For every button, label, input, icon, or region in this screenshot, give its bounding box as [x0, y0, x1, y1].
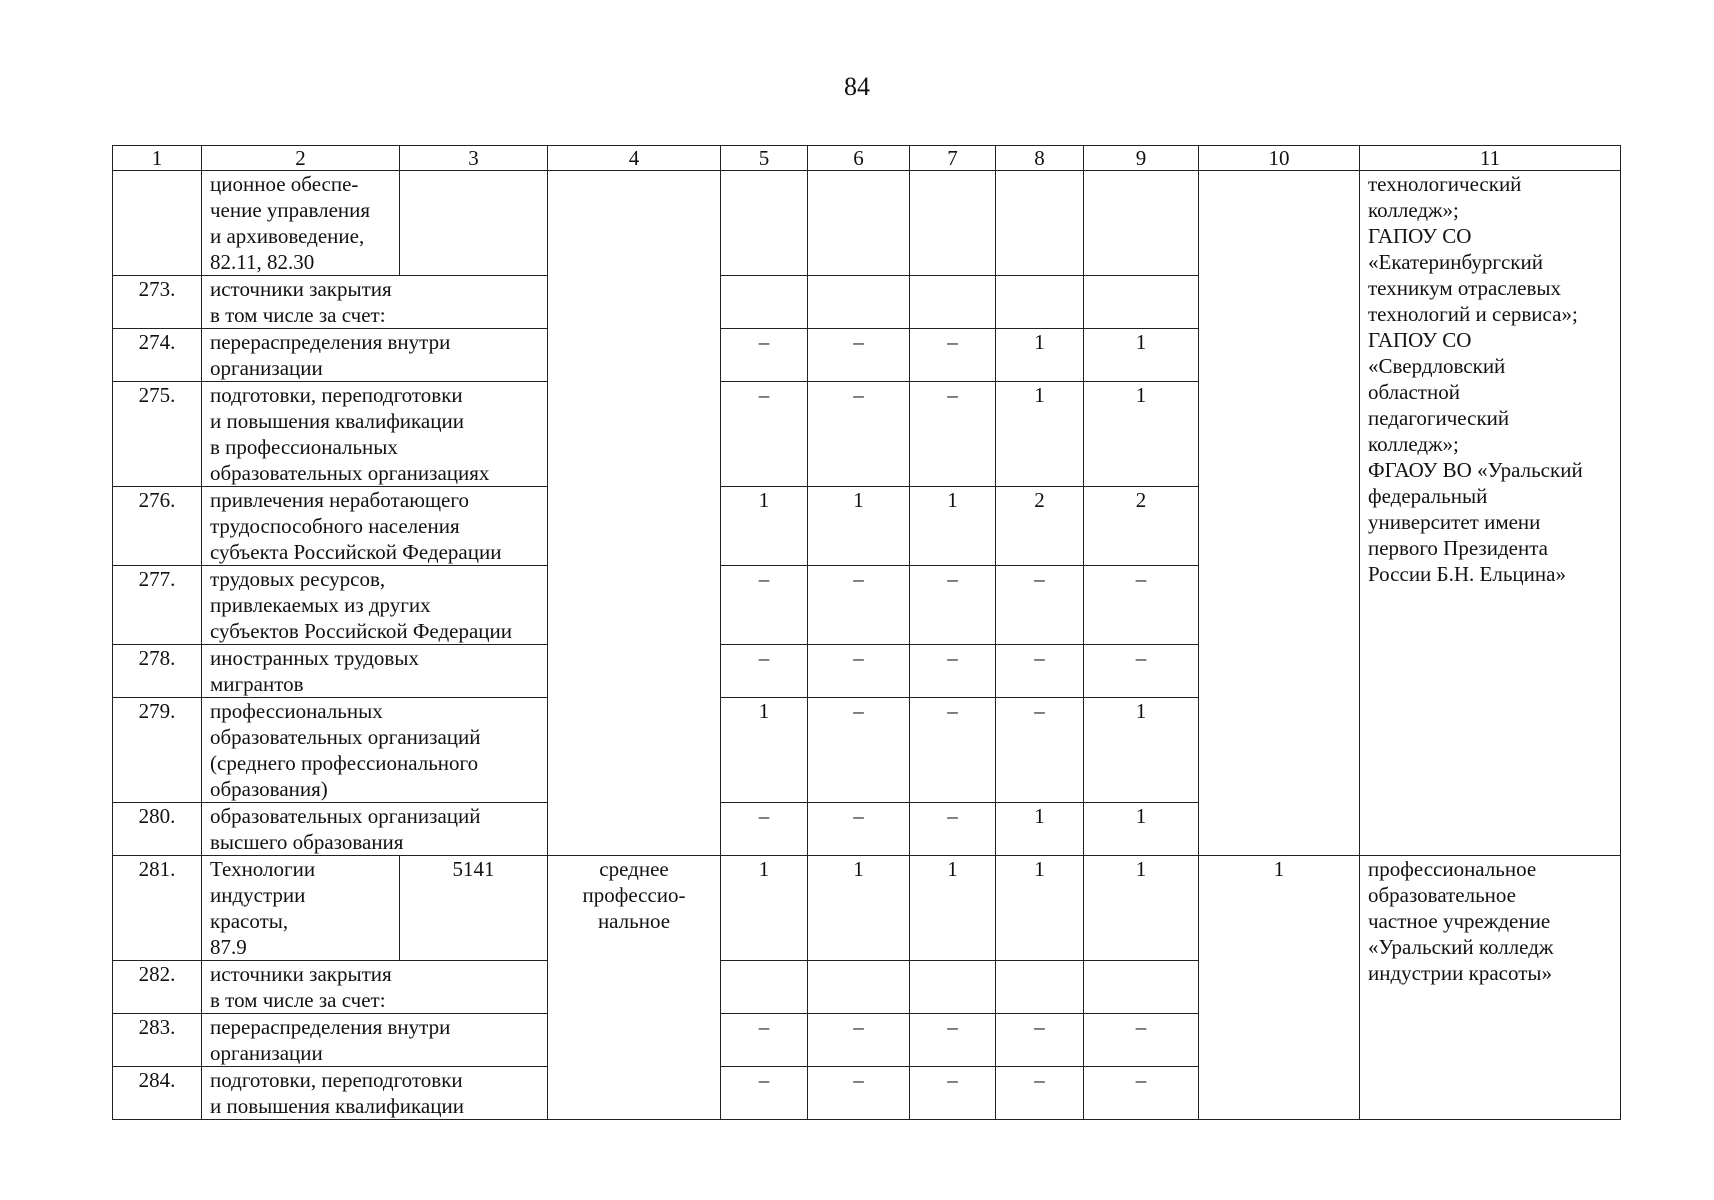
- column-number-row: [113, 146, 1621, 171]
- value-cell: 1: [721, 487, 808, 566]
- value-cell: –: [910, 382, 996, 487]
- row-number: 276.: [113, 487, 202, 566]
- value-cell: –: [808, 698, 910, 803]
- value-cell: –: [808, 645, 910, 698]
- col-header: 11: [1360, 146, 1621, 171]
- value-cell: 1: [1084, 382, 1199, 487]
- value-cell: 1: [1084, 698, 1199, 803]
- value-cell: [808, 276, 910, 329]
- page-number: 84: [844, 72, 870, 101]
- row-number: 283.: [113, 1014, 202, 1067]
- value-cell: –: [1084, 645, 1199, 698]
- row-label: образовательных организаций высшего образования: [202, 803, 548, 856]
- row-number: 274.: [113, 329, 202, 382]
- code-cell: 5141: [400, 856, 548, 961]
- value-cell: 2: [996, 487, 1084, 566]
- col-header: 4: [548, 146, 721, 171]
- value-cell: –: [910, 803, 996, 856]
- col-header: 2: [202, 146, 400, 171]
- value-cell: –: [808, 1014, 910, 1067]
- col-header: 5: [721, 146, 808, 171]
- value-cell: –: [808, 566, 910, 645]
- table-row: [113, 856, 1621, 961]
- value-cell-10: [1199, 171, 1360, 856]
- row-number: 275.: [113, 382, 202, 487]
- row-label: источники закрытия в том числе за счет:: [202, 276, 548, 329]
- col-header: 6: [808, 146, 910, 171]
- row-label: подготовки, переподготовки и повышения квалификации: [202, 1067, 548, 1120]
- row-label: перераспределения внутри организации: [202, 329, 548, 382]
- row-number: 279.: [113, 698, 202, 803]
- value-cell: 2: [1084, 487, 1199, 566]
- value-cell: 1: [996, 329, 1084, 382]
- col-header: 3: [400, 146, 548, 171]
- value-cell: 1: [721, 856, 808, 961]
- col-header: 7: [910, 146, 996, 171]
- value-cell: [1084, 961, 1199, 1014]
- value-cell: 1: [996, 803, 1084, 856]
- row-number: 281.: [113, 856, 202, 961]
- value-cell: –: [721, 803, 808, 856]
- row-number: 278.: [113, 645, 202, 698]
- education-level-cell: среднее профессио- нальное: [548, 856, 721, 1120]
- row-number: 280.: [113, 803, 202, 856]
- profession-name-cell: Технологии индустрии красоты, 87.9: [202, 856, 400, 961]
- organizations-cell: технологический колледж»; ГАПОУ СО «Екатеринбургский техникум отраслевых технологий и сервиса»; ГАПОУ СО «Свердловский областной педагогический колледж»; ФГАОУ ВО «Уральский федеральный университет имени первого Президента России Б.Н. Ельцина»: [1360, 171, 1621, 856]
- organizations-cell: профессиональное образовательное частное учреждение «Уральский колледж индустрии красоты»: [1360, 856, 1621, 1120]
- value-cell: –: [996, 566, 1084, 645]
- col-header: 1: [113, 146, 202, 171]
- value-cell-10: 1: [1199, 856, 1360, 1120]
- value-cell: 1: [996, 856, 1084, 961]
- row-label: привлечения неработающего трудоспособного населения субъекта Российской Федерации: [202, 487, 548, 566]
- row-number: 284.: [113, 1067, 202, 1120]
- row-number: 277.: [113, 566, 202, 645]
- value-cell: [996, 961, 1084, 1014]
- value-cell: –: [1084, 1014, 1199, 1067]
- value-cell: 1: [910, 487, 996, 566]
- col-header: 8: [996, 146, 1084, 171]
- value-cell: –: [996, 1014, 1084, 1067]
- row-label: профессиональных образовательных организаций (среднего профессионального образования): [202, 698, 548, 803]
- col-header: 9: [1084, 146, 1199, 171]
- value-cell: [721, 961, 808, 1014]
- code-cell: [400, 171, 548, 276]
- staffing-table: [112, 145, 1621, 1120]
- value-cell: –: [996, 645, 1084, 698]
- row-label: перераспределения внутри организации: [202, 1014, 548, 1067]
- value-cell: –: [910, 329, 996, 382]
- value-cell: [910, 961, 996, 1014]
- value-cell: –: [996, 698, 1084, 803]
- value-cell: 1: [1084, 803, 1199, 856]
- value-cell: 1: [1084, 329, 1199, 382]
- row-number-cell: [113, 171, 202, 276]
- value-cell: –: [721, 645, 808, 698]
- value-cell: –: [910, 698, 996, 803]
- value-cell: –: [721, 329, 808, 382]
- profession-name-cell: ционное обеспе- чение управления и архивоведение, 82.11, 82.30: [202, 171, 400, 276]
- value-cell: –: [910, 1014, 996, 1067]
- value-cell: –: [808, 382, 910, 487]
- value-cell: [910, 171, 996, 276]
- value-cell: –: [808, 803, 910, 856]
- value-cell: –: [721, 1067, 808, 1120]
- value-cell: –: [910, 1067, 996, 1120]
- value-cell: 1: [808, 856, 910, 961]
- value-cell: –: [808, 329, 910, 382]
- row-number: 273.: [113, 276, 202, 329]
- row-label: трудовых ресурсов, привлекаемых из других субъектов Российской Федерации: [202, 566, 548, 645]
- value-cell: [1084, 171, 1199, 276]
- value-cell: [996, 171, 1084, 276]
- value-cell: 1: [910, 856, 996, 961]
- value-cell: –: [1084, 1067, 1199, 1120]
- value-cell: –: [721, 382, 808, 487]
- value-cell: [910, 276, 996, 329]
- education-level-cell: [548, 171, 721, 856]
- value-cell: –: [910, 566, 996, 645]
- value-cell: 1: [721, 698, 808, 803]
- value-cell: –: [910, 645, 996, 698]
- value-cell: –: [996, 1067, 1084, 1120]
- value-cell: 1: [1084, 856, 1199, 961]
- col-header: 10: [1199, 146, 1360, 171]
- value-cell: [996, 276, 1084, 329]
- table-row: [113, 171, 1621, 276]
- value-cell: [721, 171, 808, 276]
- row-label: иностранных трудовых мигрантов: [202, 645, 548, 698]
- row-number: 282.: [113, 961, 202, 1014]
- value-cell: [721, 276, 808, 329]
- value-cell: [1084, 276, 1199, 329]
- value-cell: –: [721, 566, 808, 645]
- value-cell: –: [808, 1067, 910, 1120]
- value-cell: 1: [996, 382, 1084, 487]
- value-cell: –: [1084, 566, 1199, 645]
- value-cell: 1: [808, 487, 910, 566]
- row-label: источники закрытия в том числе за счет:: [202, 961, 548, 1014]
- value-cell: [808, 961, 910, 1014]
- value-cell: –: [721, 1014, 808, 1067]
- value-cell: [808, 171, 910, 276]
- row-label: подготовки, переподготовки и повышения квалификации в профессиональных образовательных организациях: [202, 382, 548, 487]
